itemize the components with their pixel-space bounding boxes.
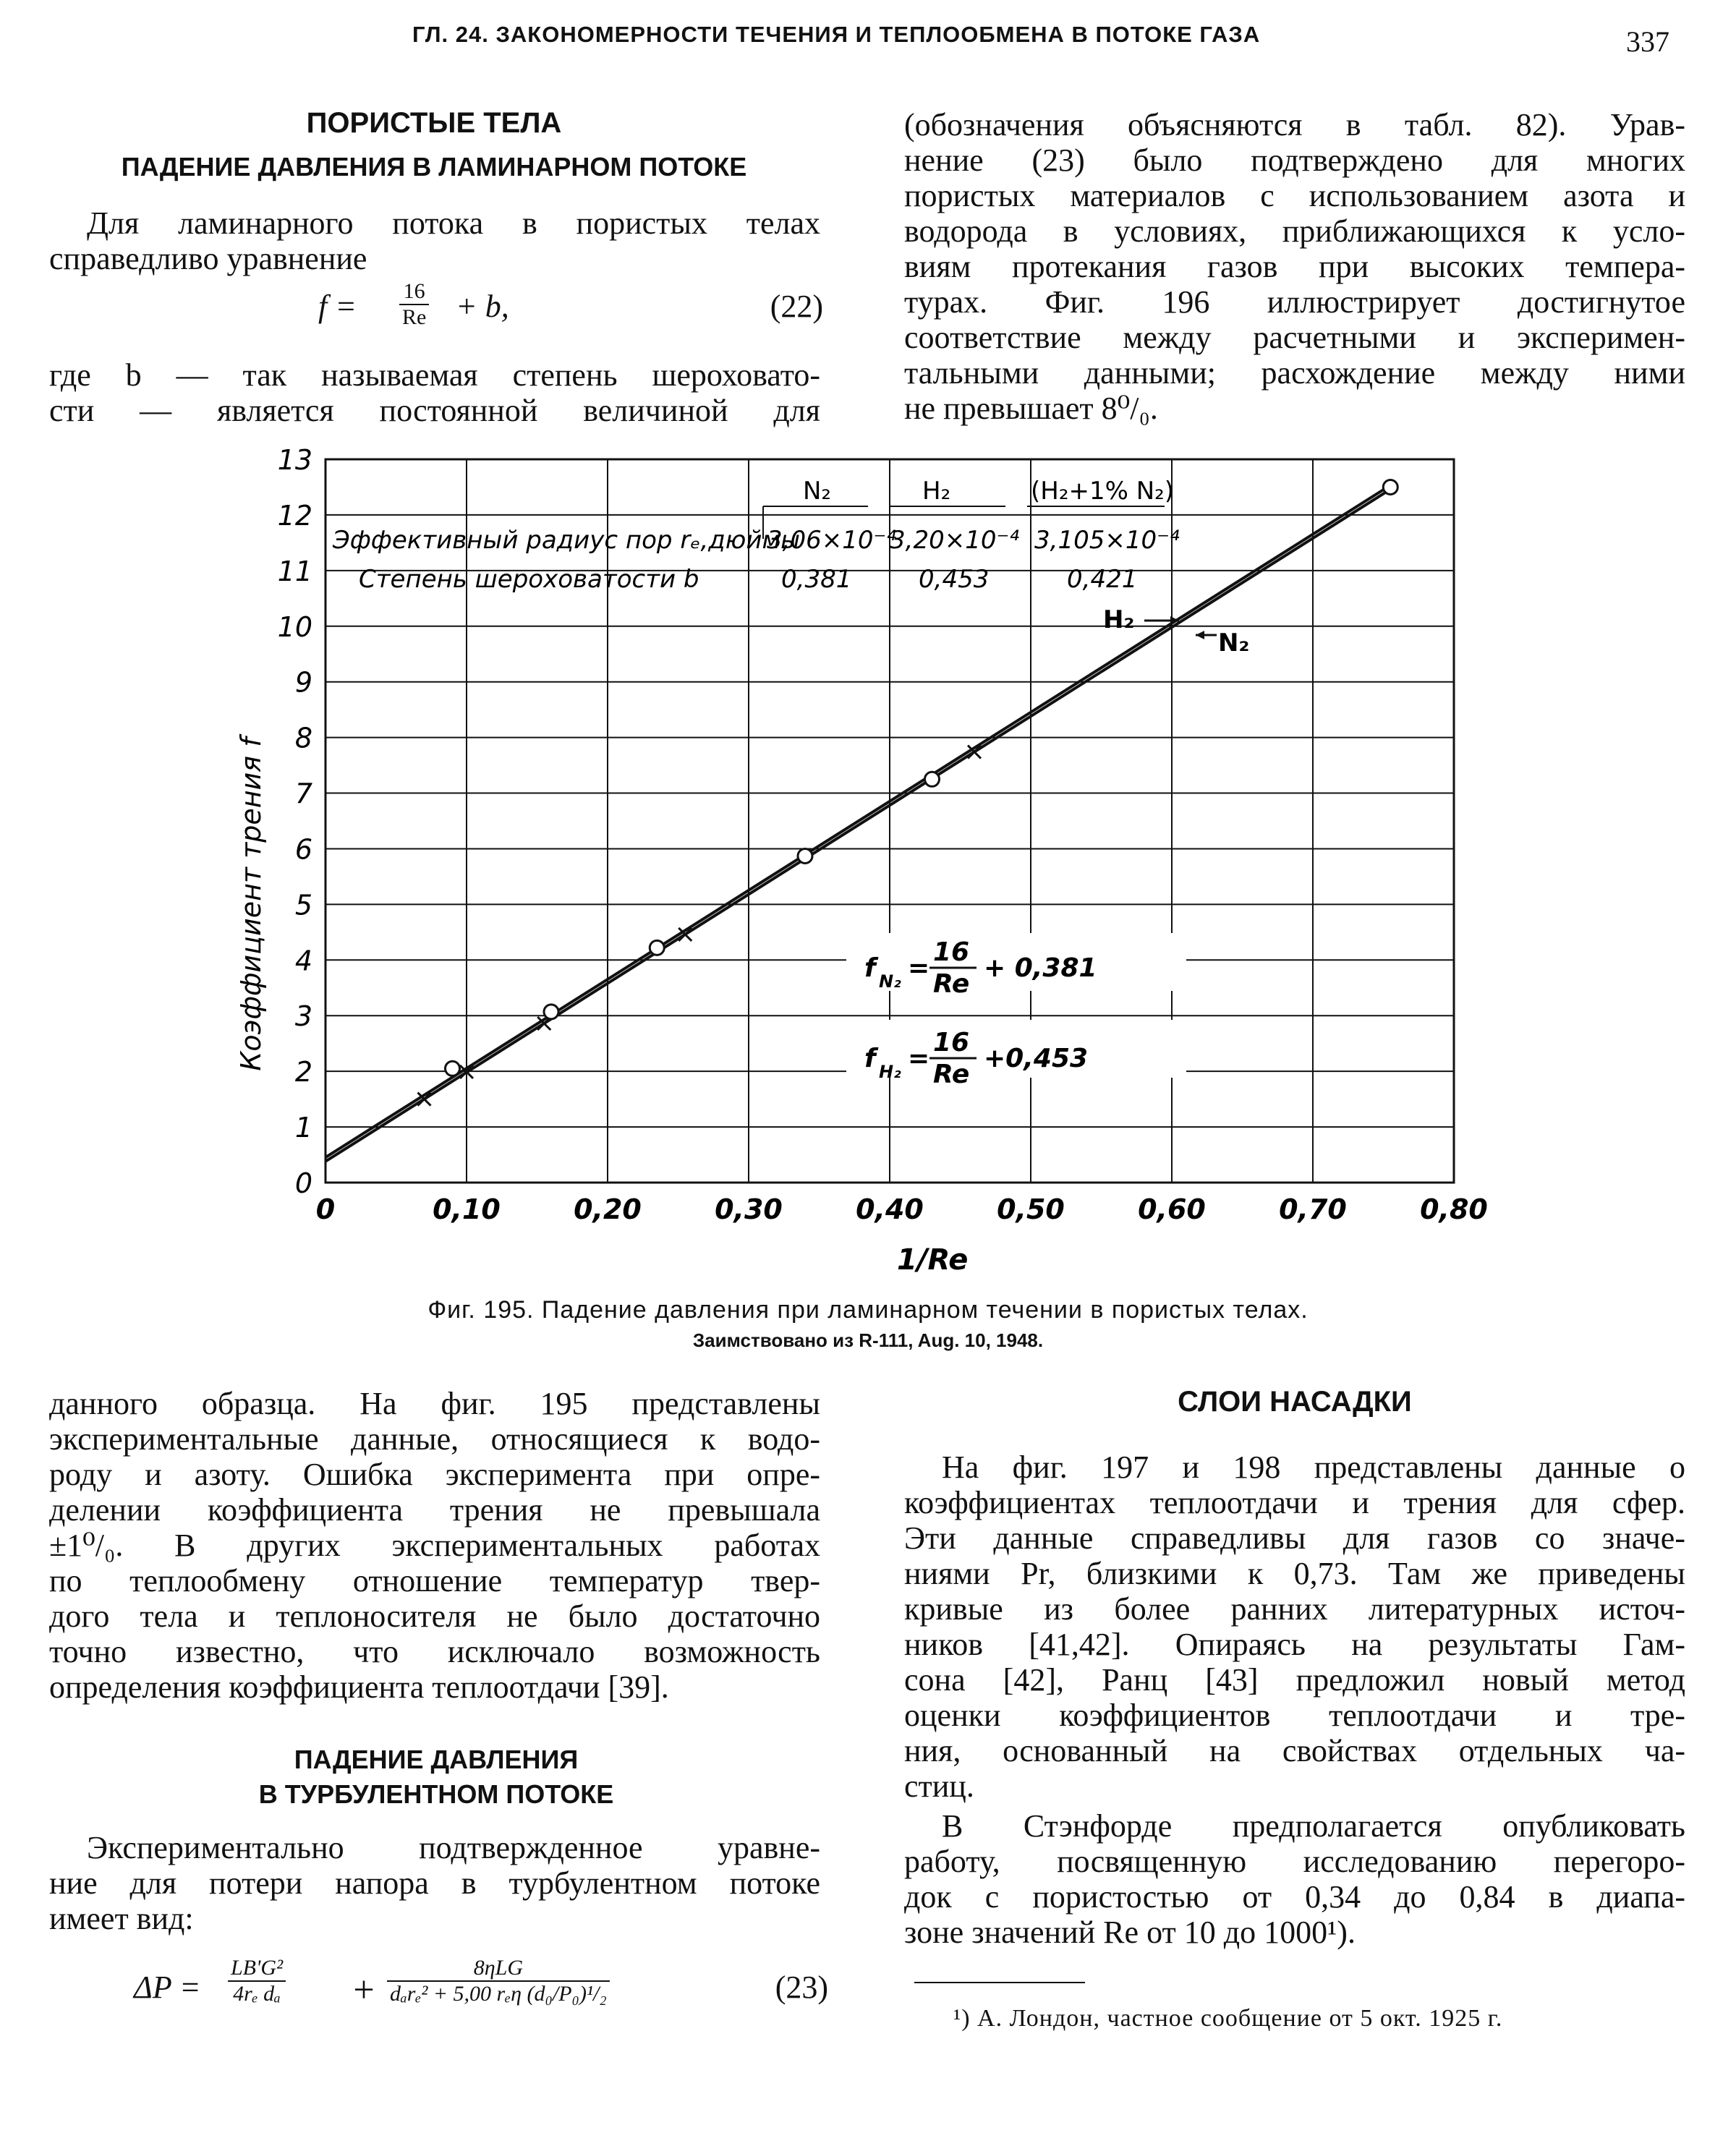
running-title: ГЛ. 24. ЗАКОНОМЕРНОСТИ ТЕЧЕНИЯ И ТЕПЛООБМЕНА В ПОТОКЕ ГАЗА (412, 22, 1261, 47)
eq23-lhs: ΔP = (134, 1970, 201, 2005)
packing-paragraph-1 (904, 1449, 1685, 1804)
data-point-h2 (544, 1005, 558, 1019)
arrow-label-h2: H₂ (1103, 605, 1135, 634)
figure-source: Заимствовано из R-111, Aug. 10, 1948. (692, 1329, 1044, 1351)
y-tick-label: 11 (277, 555, 312, 587)
text-line: сти — является постоянной величиной для (49, 393, 820, 428)
x-tick-label: 0,10 (433, 1193, 501, 1225)
text-line: ниями Pr, близкими к 0,73. Там же приведены (904, 1556, 1685, 1591)
text-line: определения коэффициента теплоотдачи [39]. (49, 1669, 669, 1705)
text-line: не превышает 8⁰/₀. (904, 391, 1158, 426)
section-title-porous: ПОРИСТЫЕ ТЕЛА (306, 107, 562, 139)
subsection-title-turbulent-1: ПАДЕНИЕ ДАВЛЕНИЯ (294, 1745, 579, 1774)
text-line: пористых материалов с использованием азота и (904, 178, 1685, 213)
formula-h2-sub: H₂ (879, 1062, 901, 1082)
y-tick-label: 4 (294, 945, 312, 977)
text-line: виям протекания газов при высоких темпера- (904, 249, 1685, 284)
subsection-title-turbulent-2: В ТУРБУЛЕНТНОМ ПОТОКЕ (258, 1779, 614, 1809)
page-number: 337 (1626, 25, 1669, 58)
eq22-lhs: f = (318, 289, 357, 324)
formula-n2-num: 16 (933, 937, 970, 967)
text-line: коэффициентах теплоотдачи и трения для сфер. (904, 1485, 1685, 1520)
table-roughness-h2: 0,453 (919, 565, 990, 594)
eq23-f2-num: 8ηLG (387, 1956, 610, 1982)
text-line: (обозначения объясняются в табл. 82). Урав- (904, 107, 1685, 142)
formula-n2-sub: N₂ (879, 971, 901, 992)
laminar-intro (49, 205, 820, 276)
y-tick-label: 3 (294, 1000, 312, 1033)
text-line: где b — так называемая степень шероховато- (49, 357, 820, 393)
equation-22 (318, 279, 825, 330)
data-point-h2 (1383, 480, 1397, 494)
text-line: дого тела и теплоносителя не было достаточно (49, 1598, 820, 1634)
table-gas-h2: H₂ (922, 477, 951, 506)
text-line: сона [42], Ранц [43] предложил новый метод (904, 1662, 1685, 1698)
text-line: ние для потери напора в турбулентном потоке (49, 1865, 820, 1901)
y-tick-label: 9 (294, 666, 312, 699)
eq22-rhs: + b, (456, 289, 509, 324)
eq22-number: (22) (770, 289, 823, 324)
friction-chart (224, 434, 1526, 1287)
x-axis-label: 1/Re (897, 1243, 969, 1277)
table-row-radius: Эффективный радиус пор rₑ,дюймы (333, 526, 800, 555)
data-point-h2 (798, 848, 812, 863)
data-point-h2 (925, 772, 940, 786)
y-tick-label: 6 (294, 833, 312, 866)
eq23-fraction-2 (387, 1956, 610, 2006)
data-point-h2 (650, 940, 664, 955)
x-tick-labels (316, 1193, 1488, 1225)
y-tick-label: 1 (294, 1112, 312, 1144)
text-line: тальными данными; расхождение между ними (904, 355, 1685, 391)
y-tick-label: 12 (277, 499, 312, 532)
eq23-f2-den: dₐrₑ² + 5,00 rₑη (d₀/P₀)¹/₂ (390, 1982, 607, 2006)
x-tick-label: 0 (315, 1193, 336, 1225)
text-line: справедливо уравнение (49, 241, 367, 276)
x-tick-label: 0,20 (574, 1193, 642, 1225)
text-line: кривые из более ранних литературных источ- (904, 1591, 1685, 1627)
y-tick-label: 13 (277, 444, 312, 476)
text-line: по теплообмену отношение температур твер- (49, 1563, 820, 1598)
eq23-fraction-1 (228, 1956, 286, 2006)
y-tick-label: 2 (294, 1056, 312, 1089)
formula-h2-den: Re (933, 1060, 970, 1089)
text-line: имеет вид: (49, 1901, 194, 1936)
text-line: работу, посвященную исследованию перегоро- (904, 1844, 1685, 1879)
text-line: Для ламинарного потока в пористых телах (87, 205, 820, 241)
eq22-fraction (399, 279, 429, 330)
eq23-f1-num: LB'G² (228, 1956, 286, 1982)
formula-h2-num: 16 (933, 1028, 970, 1057)
text-line: ников [41,42]. Опираясь на результаты Гам- (904, 1627, 1685, 1662)
right-top-paragraph (904, 107, 1685, 426)
footnote-rule (914, 1982, 1085, 1983)
text-line: На фиг. 197 и 198 представлены данные о (942, 1449, 1685, 1485)
text-line: делении коэффициента трения не превышала (49, 1492, 820, 1528)
laminar-after-eq (49, 357, 820, 428)
text-line: нение (23) было подтверждено для многих (904, 142, 1685, 178)
table-roughness-mix: 0,421 (1067, 565, 1138, 594)
text-line: турах. Фиг. 196 иллюстрирует достигнутое (904, 284, 1685, 320)
text-line: соответствие между расчетными и эксперимен- (904, 320, 1685, 355)
footnote: ¹) А. Лондон, частное сообщение от 5 окт. 1925 г. (953, 2005, 1503, 2032)
y-tick-label: 7 (294, 778, 312, 810)
formula-n2-lhs: f (864, 953, 876, 983)
x-tick-label: 0,50 (997, 1193, 1065, 1225)
table-gas-mix: (H₂+1% N₂) (1031, 477, 1175, 506)
data-point-h2 (446, 1061, 460, 1076)
eq22-den: Re (402, 305, 427, 329)
formula-n2-rhs: + 0,381 (984, 953, 1097, 983)
turbulent-intro (49, 1830, 820, 1936)
packing-paragraph-2 (904, 1808, 1685, 1950)
arrow-n2-head (1196, 631, 1204, 639)
x-tick-label: 0,30 (715, 1193, 783, 1225)
table-radius-mix: 3,105×10⁻⁴ (1034, 526, 1180, 555)
text-line: Эти данные справедливы для газов со значе- (904, 1520, 1685, 1556)
text-line: данного образца. На фиг. 195 представлены (49, 1386, 820, 1421)
x-tick-label: 0,80 (1420, 1193, 1488, 1225)
text-line: роду и азоту. Ошибка эксперимента при опре- (49, 1457, 820, 1492)
properties-table (332, 477, 1180, 594)
text-line: стиц. (904, 1768, 974, 1804)
text-line: оценки коэффициентов теплоотдачи и тре- (904, 1698, 1685, 1733)
y-tick-label: 0 (294, 1167, 312, 1199)
x-tick-label: 0,70 (1279, 1193, 1347, 1225)
formula-n2-eq: = (908, 953, 930, 983)
y-tick-label: 8 (294, 722, 312, 754)
text-line: ±1⁰/₀. В других экспериментальных работах (49, 1528, 820, 1563)
left-bottom-paragraph (49, 1386, 820, 1705)
x-tick-label: 0,60 (1138, 1193, 1206, 1225)
y-tick-label: 10 (277, 610, 312, 643)
formula-h2-eq: = (908, 1044, 930, 1073)
equation-23 (134, 1953, 828, 2018)
text-line: В Стэнфорде предполагается опубликовать (942, 1808, 1685, 1844)
section-title-packing: СЛОИ НАСАДКИ (1178, 1386, 1412, 1418)
figure-caption: Фиг. 195. Падение давления при ламинарном течении в пористых телах. (427, 1296, 1309, 1324)
formula-h2 (846, 1020, 1186, 1089)
text-line: водорода в условиях, приближающихся к усло- (904, 213, 1685, 249)
text-line: ния, основанный на свойствах отдельных ча- (904, 1733, 1685, 1768)
formula-n2-den: Re (933, 969, 970, 999)
subsection-title-laminar: ПАДЕНИЕ ДАВЛЕНИЯ В ЛАМИНАРНОМ ПОТОКЕ (121, 152, 747, 182)
arrow-label-n2: N₂ (1218, 629, 1250, 657)
table-row-roughness: Степень шероховатости b (359, 565, 699, 594)
text-line: точно известно, что исключало возможность (49, 1634, 820, 1669)
y-tick-label: 5 (294, 889, 312, 921)
eq22-num: 16 (399, 279, 429, 305)
text-line: Экспериментально подтвержденное уравне- (87, 1830, 820, 1865)
eq23-number: (23) (775, 1970, 828, 2005)
formula-h2-rhs: +0,453 (984, 1044, 1089, 1073)
eq23-f1-den: 4rₑ dₐ (233, 1982, 281, 2006)
table-gas-n2: N₂ (803, 477, 832, 506)
y-axis-label: Коэффициент трения f (235, 737, 267, 1071)
text-line: док с пористостью от 0,34 до 0,84 в диапа- (904, 1879, 1685, 1915)
table-radius-n2: 3,06×10⁻⁴ (767, 526, 897, 555)
table-roughness-n2: 0,381 (781, 565, 852, 594)
table-radius-h2: 3,20×10⁻⁴ (890, 526, 1020, 555)
text-line: зоне значений Re от 10 до 1000¹). (904, 1915, 1356, 1950)
eq23-plus: + (351, 1970, 377, 2011)
y-tick-labels (278, 444, 312, 1199)
formula-h2-lhs: f (864, 1044, 876, 1073)
line-arrows (1103, 605, 1249, 657)
formula-n2 (846, 933, 1186, 999)
text-line: экспериментальные данные, относящиеся к водо- (49, 1421, 820, 1457)
x-tick-label: 0,40 (856, 1193, 924, 1225)
